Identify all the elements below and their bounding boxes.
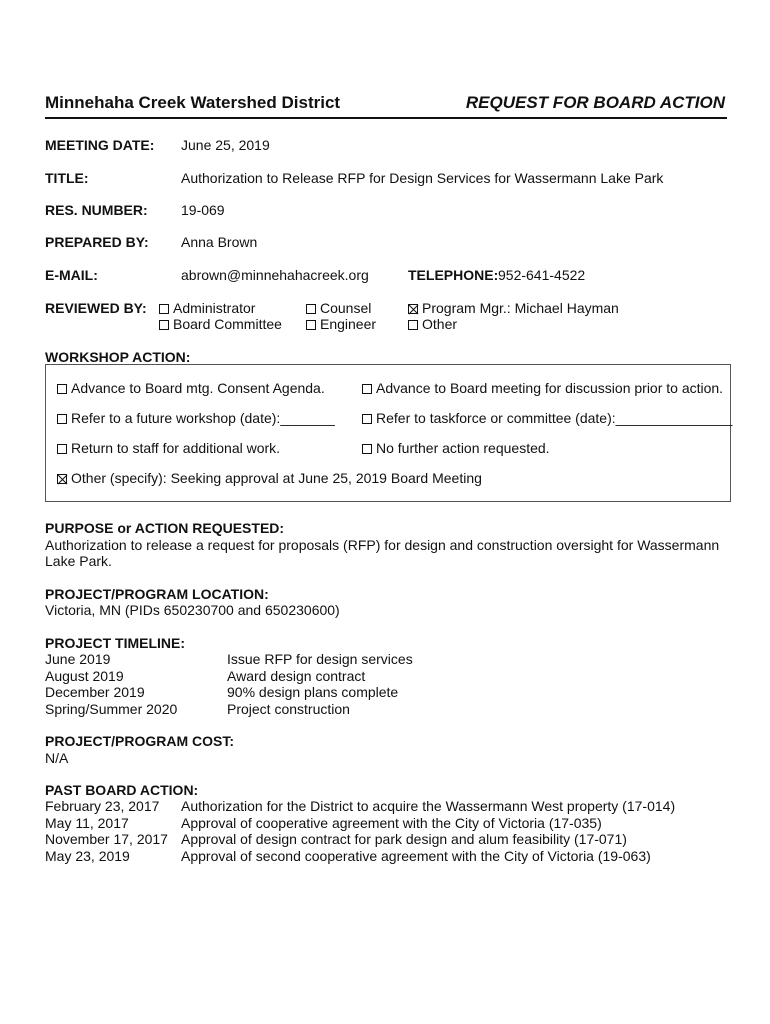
- past-action-date: May 11, 2017: [45, 815, 129, 831]
- meeting-date-value: June 25, 2019: [181, 137, 270, 153]
- workshop-no-further-action[interactable]: [362, 440, 550, 457]
- reviewed-administrator[interactable]: [159, 300, 255, 317]
- telephone-label: TELEPHONE:: [408, 267, 499, 283]
- telephone-value: 952-641-4522: [498, 267, 586, 283]
- prepared-by-value: Anna Brown: [181, 234, 258, 250]
- purpose-text-line1: Authorization to release a request for proposals (RFP) for design and construction oversight for Wassermann: [45, 537, 720, 553]
- checkbox-icon: [362, 414, 372, 424]
- title-value: Authorization to Release RFP for Design Services for Wassermann Lake Park: [181, 170, 664, 186]
- workshop-option-label: Advance to Board mtg. Consent Agenda.: [71, 380, 325, 396]
- timeline-item: Project construction: [227, 701, 350, 717]
- reviewed-option-label: Engineer: [320, 316, 377, 332]
- purpose-label: PURPOSE or ACTION REQUESTED:: [45, 520, 285, 536]
- workshop-option-label: Return to staff for additional work.: [71, 440, 281, 456]
- reviewed-option-label: Administrator: [173, 300, 256, 316]
- reviewed-engineer[interactable]: [306, 316, 376, 333]
- reviewed-by-label: REVIEWED BY:: [45, 300, 147, 316]
- document-type: REQUEST FOR BOARD ACTION: [465, 93, 725, 112]
- reviewed-option-label: Program Mgr.: Michael Hayman: [422, 300, 619, 316]
- past-action-item: Approval of second cooperative agreement with the City of Victoria (19-063): [181, 848, 651, 864]
- checkbox-icon: [362, 444, 372, 454]
- checkbox-icon: [362, 384, 372, 394]
- checkbox-icon: [57, 414, 67, 424]
- workshop-option-label: Advance to Board meeting for discussion prior to action.: [376, 380, 724, 396]
- checkbox-icon: [306, 320, 316, 330]
- res-number-value: 19-069: [181, 202, 225, 218]
- timeline-date: December 2019: [45, 684, 145, 700]
- email-label: E-MAIL:: [45, 267, 98, 283]
- org-name: Minnehaha Creek Watershed District: [45, 93, 341, 112]
- workshop-option-label: No further action requested.: [376, 440, 550, 456]
- checkbox-icon: [408, 320, 418, 330]
- checkbox-icon: [57, 384, 67, 394]
- location-text: Victoria, MN (PIDs 650230700 and 650230600): [45, 602, 340, 618]
- reviewed-option-label: Counsel: [320, 300, 372, 316]
- meeting-date-label: MEETING DATE:: [45, 137, 155, 153]
- timeline-item: 90% design plans complete: [227, 684, 399, 700]
- past-action-item: Authorization for the District to acquire the Wassermann West property (17-014): [181, 798, 676, 814]
- workshop-advance-discussion[interactable]: [362, 380, 723, 397]
- purpose-text-line2: Lake Park.: [45, 553, 112, 569]
- reviewed-counsel[interactable]: [306, 300, 371, 317]
- res-number-label: RES. NUMBER:: [45, 202, 148, 218]
- header-rule: [45, 117, 727, 119]
- past-action-date: November 17, 2017: [45, 831, 168, 847]
- timeline-item: Issue RFP for design services: [227, 651, 413, 667]
- workshop-refer-taskforce[interactable]: [362, 410, 732, 427]
- past-action-label: PAST BOARD ACTION:: [45, 782, 199, 798]
- past-action-date: February 23, 2017: [45, 798, 160, 814]
- workshop-other[interactable]: [57, 470, 482, 487]
- checkbox-icon: [57, 444, 67, 454]
- reviewed-board-committee[interactable]: [159, 316, 282, 333]
- workshop-action-label: WORKSHOP ACTION:: [45, 349, 191, 365]
- workshop-option-label: Refer to a future workshop (date):_______: [71, 410, 335, 426]
- timeline-date: Spring/Summer 2020: [45, 701, 178, 717]
- checked-box-icon: [57, 474, 67, 484]
- past-action-item: Approval of design contract for park design and alum feasibility (17-071): [181, 831, 627, 847]
- cost-label: PROJECT/PROGRAM COST:: [45, 733, 235, 749]
- workshop-option-label: Refer to taskforce or committee (date):_______________: [376, 410, 733, 426]
- reviewed-option-label: Other: [422, 316, 458, 332]
- checkbox-icon: [159, 304, 169, 314]
- timeline-date: June 2019: [45, 651, 111, 667]
- email-value: abrown@minnehahacreek.org: [181, 267, 369, 283]
- past-action-date: May 23, 2019: [45, 848, 130, 864]
- workshop-refer-workshop[interactable]: [57, 410, 335, 427]
- timeline-date: August 2019: [45, 668, 124, 684]
- workshop-return-staff[interactable]: [57, 440, 280, 457]
- location-label: PROJECT/PROGRAM LOCATION:: [45, 586, 269, 602]
- cost-text: N/A: [45, 750, 69, 766]
- reviewed-other[interactable]: [408, 316, 457, 333]
- checkbox-icon: [306, 304, 316, 314]
- timeline-item: Award design contract: [227, 668, 366, 684]
- workshop-option-label: Other (specify): Seeking approval at June 25, 2019 Board Meeting: [71, 470, 482, 486]
- prepared-by-label: PREPARED BY:: [45, 234, 149, 250]
- reviewed-option-label: Board Committee: [173, 316, 282, 332]
- workshop-consent-agenda[interactable]: [57, 380, 325, 397]
- title-label: TITLE:: [45, 170, 89, 186]
- checkbox-icon: [159, 320, 169, 330]
- reviewed-program-mgr[interactable]: [408, 300, 619, 317]
- past-action-item: Approval of cooperative agreement with the City of Victoria (17-035): [181, 815, 602, 831]
- timeline-label: PROJECT TIMELINE:: [45, 635, 186, 651]
- checked-box-icon: [408, 304, 418, 314]
